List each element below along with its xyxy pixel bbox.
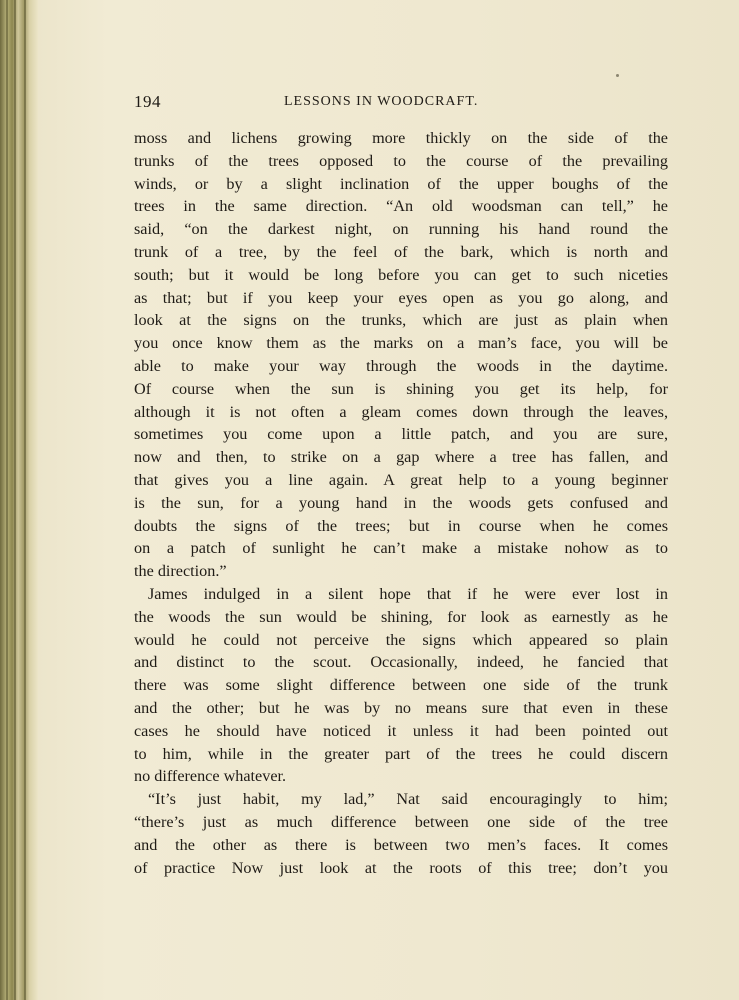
text-line: although it is not often a gleam comes down through the leaves,	[134, 402, 668, 421]
text-line: winds, or by a slight inclination of the upper boughs of the	[134, 174, 668, 193]
text-line: and the other; but he was by no means sure that even in these	[134, 698, 668, 717]
text-line: trunks of the trees opposed to the course of the prevailing	[134, 151, 668, 170]
text-line: south; but it would be long before you can get to such niceties	[134, 265, 668, 284]
text-line: Of course when the sun is shining you get its help, for	[134, 379, 668, 398]
text-line: look at the signs on the trunks, which are just as plain when	[134, 311, 668, 330]
text-line: able to make your way through the woods in the daytime.	[134, 356, 668, 375]
text-line: trees in the same direction. “An old woodsman can tell,” he	[134, 197, 668, 216]
body-text	[134, 127, 668, 879]
paragraph	[134, 583, 668, 788]
text-line: there was some slight difference between one side of the trunk	[134, 676, 668, 695]
text-line: James indulged in a silent hope that if he were ever lost in	[148, 584, 668, 603]
text-line: doubts the signs of the trees; but in course when he comes	[134, 516, 668, 535]
text-line: sometimes you come upon a little patch, and you are sure,	[134, 425, 668, 444]
text-line: cases he should have noticed it unless it had been pointed out	[134, 721, 668, 740]
paragraph	[134, 788, 668, 879]
text-line: to him, while in the greater part of the trees he could discern	[134, 744, 668, 763]
text-line: now and then, to strike on a gap where a tree has fallen, and	[134, 448, 668, 467]
text-line: no difference whatever.	[134, 767, 287, 786]
text-line: the direction.”	[134, 562, 227, 581]
text-line: trunk of a tree, by the feel of the bark, which is north and	[134, 242, 668, 261]
text-line: “there’s just as much difference between one side of the tree	[134, 812, 668, 831]
paper-speck	[616, 74, 619, 77]
text-line: said, “on the darkest night, on running his hand round the	[134, 220, 668, 239]
book-binding	[0, 0, 38, 1000]
text-line: on a patch of sunlight he can’t make a mistake nohow as to	[134, 539, 668, 558]
text-line: would he could not perceive the signs which appeared so plain	[134, 630, 668, 649]
text-line: “It’s just habit, my lad,” Nat said encouragingly to him;	[148, 790, 668, 809]
text-line: and distinct to the scout. Occasionally, indeed, he fancied that	[134, 653, 668, 672]
page-header	[134, 92, 668, 116]
text-line: and the other as there is between two men’s faces. It comes	[134, 835, 668, 854]
text-line: you once know them as the marks on a man’s face, you will be	[134, 334, 668, 353]
page-number: 194	[134, 92, 161, 111]
text-line: as that; but if you keep your eyes open as you go along, and	[134, 288, 668, 307]
text-line: is the sun, for a young hand in the woods gets confused and	[134, 493, 668, 512]
paragraph	[134, 127, 668, 583]
running-head: LESSONS IN WOODCRAFT.	[284, 94, 479, 109]
text-line: of practice Now just look at the roots of this tree; don’t you	[134, 858, 668, 877]
text-line: the woods the sun would be shining, for look as earnestly as he	[134, 607, 668, 626]
text-line: that gives you a line again. A great help to a young beginner	[134, 470, 668, 489]
text-line: moss and lichens growing more thickly on the side of the	[134, 129, 668, 147]
